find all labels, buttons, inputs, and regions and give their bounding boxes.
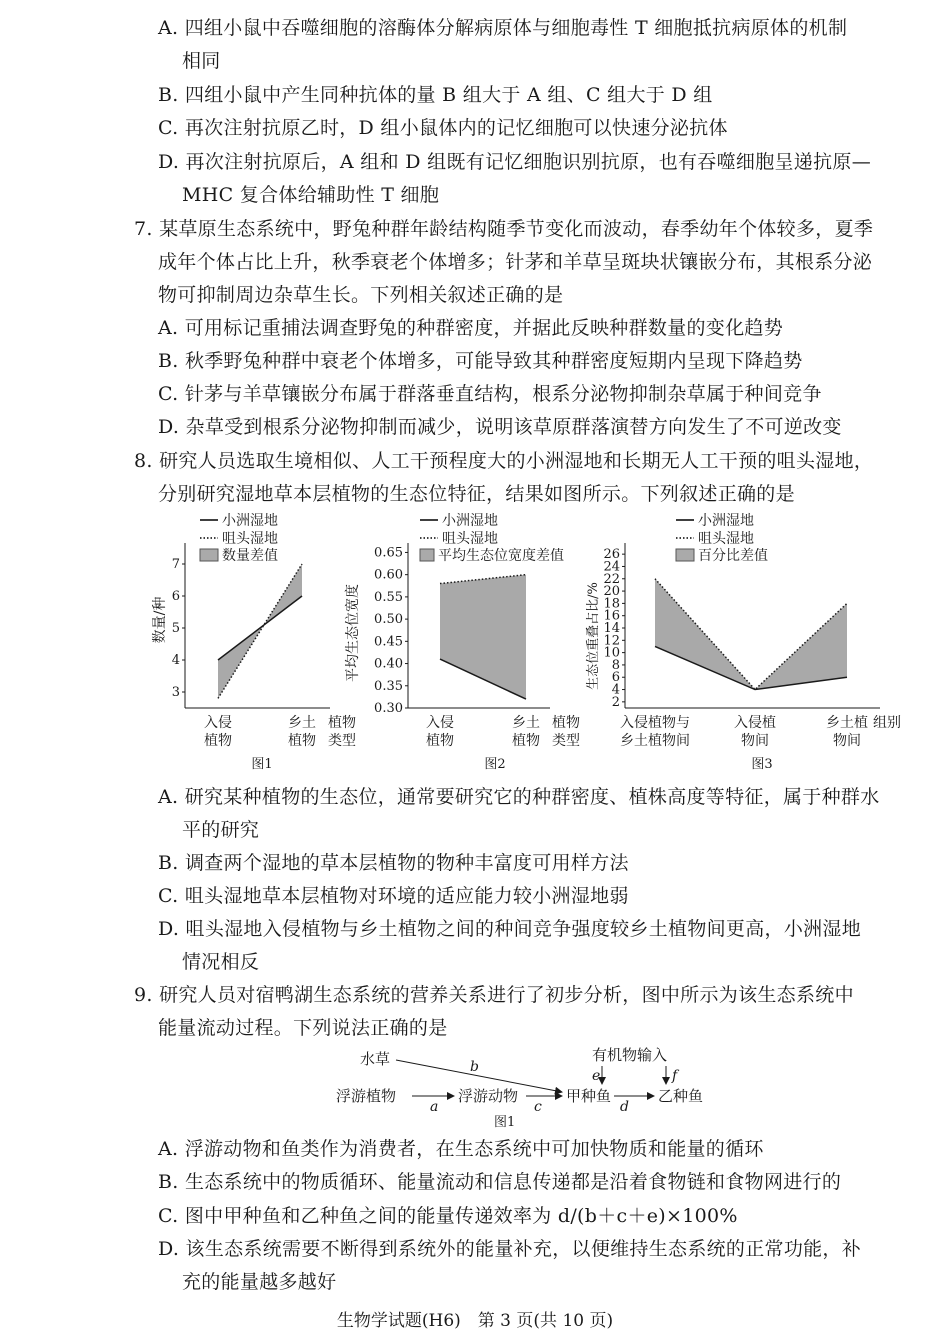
node-fuyoudongwu: 浮游动物 [458, 1087, 519, 1105]
q7-stem-3: 物可抑制周边杂草生长。下列相关叙述正确的是 [158, 284, 564, 306]
x-category-label: 乡土植 [826, 715, 868, 731]
x-axis-title: 植物 [328, 715, 356, 731]
q7-option-a: A. 可用标记重捕法调查野兔的种群密度，并据此反映种群数量的变化趋势 [158, 317, 784, 339]
chart3-legend-0: 小洲湿地 [698, 513, 754, 529]
x-axis-title-cont: 类型 [552, 733, 580, 749]
q9-option-a: A. 浮游动物和鱼类作为消费者，在生态系统中可加快物质和能量的循环 [158, 1138, 764, 1160]
x-category-label-cont: 植物 [426, 733, 454, 749]
q7-stem-2: 成年个体占比上升，秋季衰老个体增多；针茅和羊草呈斑块状镶嵌分布，其根系分泌 [158, 251, 873, 273]
chart3-title: 图3 [751, 757, 773, 772]
q9-option-c: C. 图中甲种鱼和乙种鱼之间的能量传递效率为 d/(b＋c＋e)×100% [158, 1205, 738, 1227]
difference-area [655, 579, 847, 690]
y-tick-label: 24 [603, 559, 620, 575]
y-tick-label: 0.40 [374, 656, 403, 672]
chart1-title: 图1 [251, 757, 273, 772]
q9-option-d-cont: 充的能量越多越好 [182, 1271, 337, 1293]
q8-stem-1: 8. 研究人员选取生境相似、人工干预程度大的小洲湿地和长期无人工干预的咀头湿地， [134, 450, 874, 472]
q7-stem-1: 7. 某草原生态系统中，野兔种群年龄结构随季节变化而波动，春季幼年个体较多，夏季 [134, 218, 874, 240]
y-tick-label: 0.35 [374, 678, 403, 694]
x-category-label-cont: 物间 [741, 733, 769, 749]
y-tick-label: 0.60 [374, 567, 403, 583]
node-shuicao: 水草 [360, 1050, 391, 1068]
chart2-ylabel: 平均生态位宽度 [345, 584, 361, 682]
y-tick-label: 10 [603, 645, 620, 661]
q8-option-a-cont: 平的研究 [182, 819, 260, 841]
edge-label-a: a [430, 1099, 439, 1115]
y-tick-label: 3 [171, 685, 180, 700]
x-category-label: 入侵 [204, 715, 232, 731]
edge-label-b: b [470, 1059, 479, 1075]
difference-area [440, 575, 526, 699]
chart2-title: 图2 [484, 757, 506, 772]
x-category-label-cont: 乡土植物间 [620, 733, 690, 749]
chart2-legend-2: 平均生态位宽度差值 [438, 548, 564, 564]
q6-option-a: A. 四组小鼠中吞噬细胞的溶酶体分解病原体与细胞毒性 T 细胞抵抗病原体的机制 [158, 17, 848, 39]
chart1-xlabel-1: 乡土 [288, 715, 316, 731]
chart2-legend-0: 小洲湿地 [442, 513, 498, 529]
y-tick-label: 4 [611, 682, 620, 698]
q8-figures [150, 508, 930, 778]
q8-option-a: A. 研究某种植物的生态位，通常要研究它的种群密度、植株高度等特征，属于种群水 [158, 786, 880, 808]
q8-option-d: D. 咀头湿地入侵植物与乡土植物之间的种间竞争强度较乡土植物间更高，小洲湿地 [158, 918, 862, 940]
y-tick-label: 6 [611, 670, 620, 686]
q9-option-b: B. 生态系统中的物质循环、能量流动和信息传递都是沿着食物链和食物网进行的 [158, 1171, 842, 1193]
q6-option-d-cont: MHC 复合体给辅助性 T 细胞 [182, 184, 440, 206]
chart3-legend-1: 咀头湿地 [698, 531, 754, 547]
chart-3 [585, 512, 901, 772]
y-tick-label: 5 [171, 621, 180, 636]
chart1-legend-0: 小洲湿地 [222, 513, 278, 529]
node-jiazhongyu: 甲种鱼 [566, 1087, 612, 1105]
q7-option-c: C. 针茅与羊草镶嵌分布属于群落垂直结构，根系分泌物抑制杂草属于种间竞争 [158, 383, 822, 405]
q8-option-d-cont: 情况相反 [182, 951, 260, 973]
y-tick-label: 0.65 [374, 545, 403, 561]
x-category-label-cont: 植物 [204, 733, 232, 749]
x-axis-title: 组别 [873, 715, 901, 731]
q6-option-d: D. 再次注射抗原后，A 组和 D 组既有记忆细胞识别抗原，也有吞噬细胞呈递抗原— [158, 151, 872, 173]
y-tick-label: 22 [603, 571, 620, 587]
q8-option-b: B. 调查两个湿地的草本层植物的物种丰富度可用样方法 [158, 852, 629, 874]
difference-area [218, 564, 302, 698]
y-tick-label: 26 [603, 547, 620, 563]
x-category-label-cont: 物间 [833, 733, 861, 749]
diagram-caption: 图1 [494, 1115, 516, 1130]
chart-1 [151, 512, 356, 772]
y-tick-label: 0.50 [374, 612, 403, 628]
q7-option-b: B. 秋季野兔种群中衰老个体增多，可能导致其种群密度短期内呈现下降趋势 [158, 350, 803, 372]
edge-label-d: d [620, 1099, 629, 1115]
node-fuyouzhiwu: 浮游植物 [336, 1087, 397, 1105]
legend-fill-swatch [200, 549, 218, 561]
chart1-legend-2: 数量差值 [222, 548, 278, 564]
edge-label-e: e [592, 1068, 601, 1084]
x-category-label: 入侵植 [734, 715, 776, 731]
y-tick-label: 12 [603, 633, 620, 649]
y-tick-label: 6 [171, 589, 180, 604]
q9-option-d: D. 该生态系统需要不断得到系统外的能量补充，以便维持生态系统的正常功能，补 [158, 1238, 862, 1260]
y-tick-label: 8 [611, 657, 620, 673]
x-category-label: 入侵 [426, 715, 454, 731]
chart1-ylabel: 数量/种 [152, 596, 168, 644]
y-tick-label: 14 [603, 621, 620, 636]
q6-option-b: B. 四组小鼠中产生同种抗体的量 B 组大于 A 组、C 组大于 D 组 [158, 84, 713, 106]
y-tick-label: 7 [171, 557, 180, 572]
x-category-label: 乡土 [512, 715, 540, 731]
page-footer: 生物学试题(H6) 第 3 页(共 10 页) [336, 1311, 614, 1331]
y-tick-label: 16 [603, 608, 620, 624]
chart2-legend-1: 咀头湿地 [442, 531, 498, 547]
series-line-小洲湿地 [218, 596, 302, 660]
y-tick-label: 20 [603, 584, 620, 600]
q6-option-a-cont: 相同 [182, 50, 221, 72]
x-category-label-cont: 植物 [288, 733, 316, 749]
edge-label-f: f [672, 1068, 678, 1084]
energy-flow-diagram [330, 1044, 730, 1130]
q9-stem-1: 9. 研究人员对宿鸭湖生态系统的营养关系进行了初步分析，图中所示为该生态系统中 [134, 984, 854, 1006]
x-axis-title: 植物 [552, 715, 580, 731]
y-tick-label: 18 [603, 596, 620, 612]
y-tick-label: 4 [171, 653, 180, 668]
y-tick-label: 2 [611, 694, 620, 710]
y-tick-label: 0.55 [374, 589, 403, 605]
x-category-label-cont: 植物 [512, 733, 540, 749]
node-yizhongyu: 乙种鱼 [658, 1087, 704, 1105]
edge-label-c: c [534, 1099, 542, 1115]
chart-2 [344, 512, 580, 772]
q7-option-d: D. 杂草受到根系分泌物抑制而减少，说明该草原群落演替方向发生了不可逆改变 [158, 416, 842, 438]
chart3-legend-2: 百分比差值 [698, 548, 768, 564]
chart1-legend-1: 咀头湿地 [222, 531, 278, 547]
chart3-ylabel: 生态位重叠占比/% [586, 582, 601, 690]
x-category-label: 入侵植物与 [620, 715, 690, 731]
q9-stem-2: 能量流动过程。下列说法正确的是 [158, 1017, 448, 1039]
q8-option-c: C. 咀头湿地草本层植物对环境的适应能力较小洲湿地弱 [158, 885, 629, 907]
node-input: 有机物输入 [592, 1046, 668, 1064]
y-tick-label: 0.45 [374, 634, 403, 650]
x-axis-title-cont: 类型 [328, 733, 356, 749]
q6-option-c: C. 再次注射抗原乙时，D 组小鼠体内的记忆细胞可以快速分泌抗体 [158, 117, 728, 139]
q8-stem-2: 分别研究湿地草本层植物的生态位特征，结果如图所示。下列叙述正确的是 [158, 483, 795, 505]
y-tick-label: 0.30 [374, 701, 403, 716]
